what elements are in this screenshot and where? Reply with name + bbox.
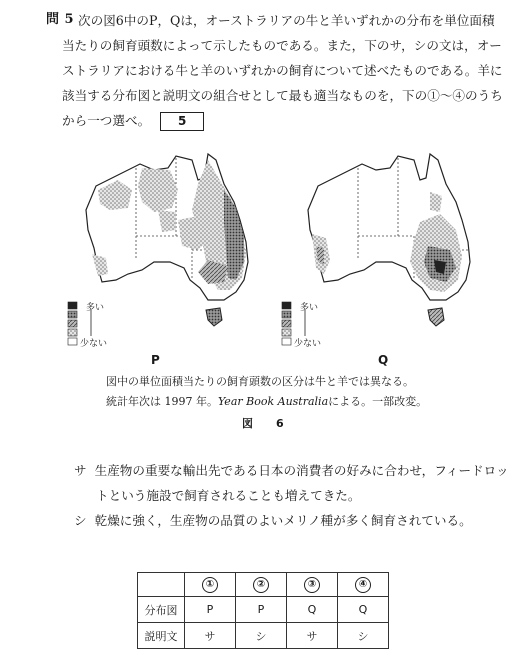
table-cell: サ [185,623,236,649]
question-line-5-wrap [62,108,498,133]
statement-shi-row [74,508,472,533]
statement-sa-line-1: 生産物の重要な輸出先である日本の消費者の好みに合わせ，フィードロッ [94,463,509,478]
statement-sa-row-1 [74,458,509,483]
map-p-label: P [151,353,160,367]
question-line-5: から一つ選べ。 [62,113,151,128]
choice-4: ④ [355,577,371,593]
table-cell: Q [338,597,389,623]
statement-sa-line-2: トという施設で飼育されることも増えてきた。 [96,488,361,503]
answer-box: 5 [160,112,204,131]
answer-table [137,572,389,649]
choice-2: ② [253,577,269,593]
table-cell: シ [236,623,287,649]
table-cell: Q [287,597,338,623]
question-text [62,8,503,133]
question-line-4: 該当する分布図と説明文の組合せとして最も適当なものを，下の①～④のうち [62,88,503,103]
distribution-maps [58,150,478,365]
table-choice [185,573,236,597]
question-line-2: 当たりの飼育頭数によって示したものである。また，下のサ，シの文は，オー [62,38,502,53]
map-p [68,154,248,345]
legend-q-low: 少ない [294,339,322,349]
figure-note-1: 図中の単位面積当たりの飼育頭数の区分は牛と羊では異なる。 [106,375,414,388]
table-choice [236,573,287,597]
statement-sa-label: サ [74,463,87,478]
row-header-map: 分布図 [138,597,185,623]
question-line-3: ストラリアにおける牛と羊のいずれかの飼育について述べたものである。羊に [62,63,503,78]
figure-note-2-source: Year Book Australia [218,395,329,408]
table-choice [287,573,338,597]
table-cell: シ [338,623,389,649]
row-header-statement: 説明文 [138,623,185,649]
legend-p-low: 少ない [80,339,108,349]
table-corner [138,573,185,597]
statement-shi-label: シ [74,513,87,528]
table-cell: P [185,597,236,623]
choice-1: ① [202,577,218,593]
table-cell: サ [287,623,338,649]
legend-q-high: 多い [300,303,319,313]
table-row [138,597,389,623]
statement-shi-line-1: 乾燥に強く，生産物の品質のよいメリノ種が多く飼育されている。 [94,513,472,528]
figure-note-2-suffix: による。一部改変。 [328,395,428,408]
figure-note-2-prefix: 統計年次は 1997 年。 [106,395,218,408]
question-line-1: 次の図6中のP，Qは，オーストラリアの牛と羊いずれかの分布を単位面積 [78,13,495,28]
table-header-row [138,573,389,597]
map-q [282,154,470,345]
table-row [138,623,389,649]
table-cell: P [236,597,287,623]
figure-note-2 [106,392,427,412]
table-choice [338,573,389,597]
map-q-label: Q [378,353,389,367]
legend-p-high: 多い [86,303,105,313]
figure-caption: 図 6 [242,417,290,430]
choice-3: ③ [304,577,320,593]
question-number: 問 5 [46,12,75,27]
